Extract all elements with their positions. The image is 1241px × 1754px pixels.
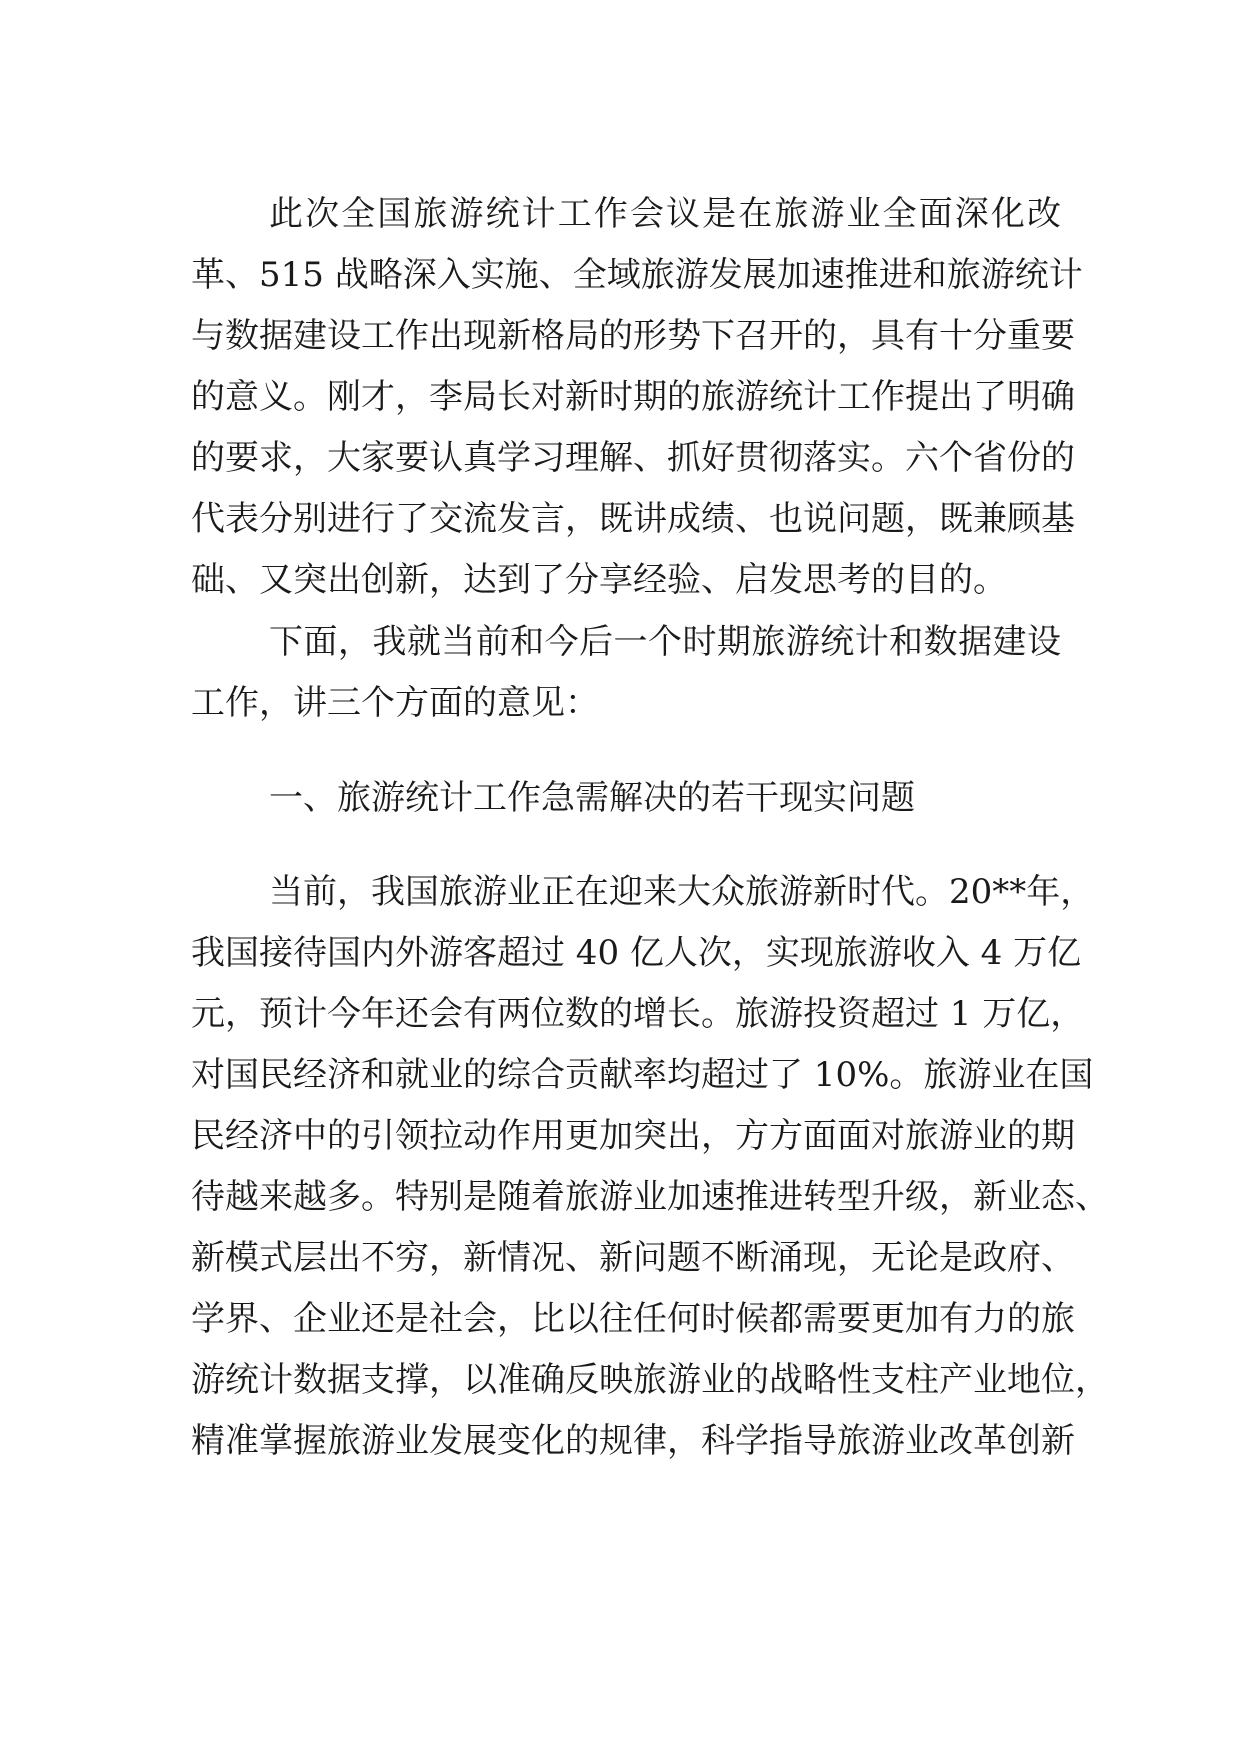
text-line: 学界、企业还是社会，比以往任何时候都需要更加有力的旅 <box>191 1299 1075 1339</box>
text-line: 代表分别进行了交流发言，既讲成绩、也说问题，既兼顾基 <box>191 499 1075 539</box>
text-line: 革、515 战略深入实施、全域旅游发展加速推进和旅游统计 <box>191 255 1083 295</box>
paragraph-section-1-body <box>191 862 1109 1472</box>
section-heading <box>191 768 1061 829</box>
text-line: 新模式层出不穷，新情况、新问题不断涌现，无论是政府、 <box>191 1238 1075 1278</box>
text-line: 的意义。刚才，李局长对新时期的旅游统计工作提出了明确 <box>191 377 1075 417</box>
text-line: 此次全国旅游统计工作会议是在旅游业全面深化改 <box>269 194 1061 234</box>
text-line: 当前，我国旅游业正在迎来大众旅游新时代。20**年， <box>269 872 1095 912</box>
text-line: 待越来越多。特别是随着旅游业加速推进转型升级，新业态、 <box>191 1177 1109 1217</box>
text-line: 对国民经济和就业的综合贡献率均超过了 10%。旅游业在国 <box>191 1055 1094 1095</box>
text-line: 元，预计今年还会有两位数的增长。旅游投资超过 1 万亿， <box>191 994 1085 1034</box>
text-line: 的要求，大家要认真学习理解、抓好贯彻落实。六个省份的 <box>191 438 1075 478</box>
text-line: 精准掌握旅游业发展变化的规律，科学指导旅游业改革创新 <box>191 1421 1075 1461</box>
text-line: 础、又突出创新，达到了分享经验、启发思考的目的。 <box>191 560 1007 600</box>
paragraph-intro <box>191 184 1083 611</box>
text-line: 我国接待国内外游客超过 40 亿人次，实现旅游收入 4 万亿 <box>191 933 1082 973</box>
heading-text: 一、旅游统计工作急需解决的若干现实问题 <box>269 778 915 818</box>
text-line: 民经济中的引领拉动作用更加突出，方方面面对旅游业的期 <box>191 1116 1075 1156</box>
text-line: 工作，讲三个方面的意见： <box>191 683 599 723</box>
text-line: 游统计数据支撑，以准确反映旅游业的战略性支柱产业地位， <box>191 1360 1109 1400</box>
text-line: 下面，我就当前和今后一个时期旅游统计和数据建设 <box>269 622 1061 662</box>
paragraph-transition <box>191 612 1061 734</box>
text-line: 与数据建设工作出现新格局的形势下召开的，具有十分重要 <box>191 316 1075 356</box>
